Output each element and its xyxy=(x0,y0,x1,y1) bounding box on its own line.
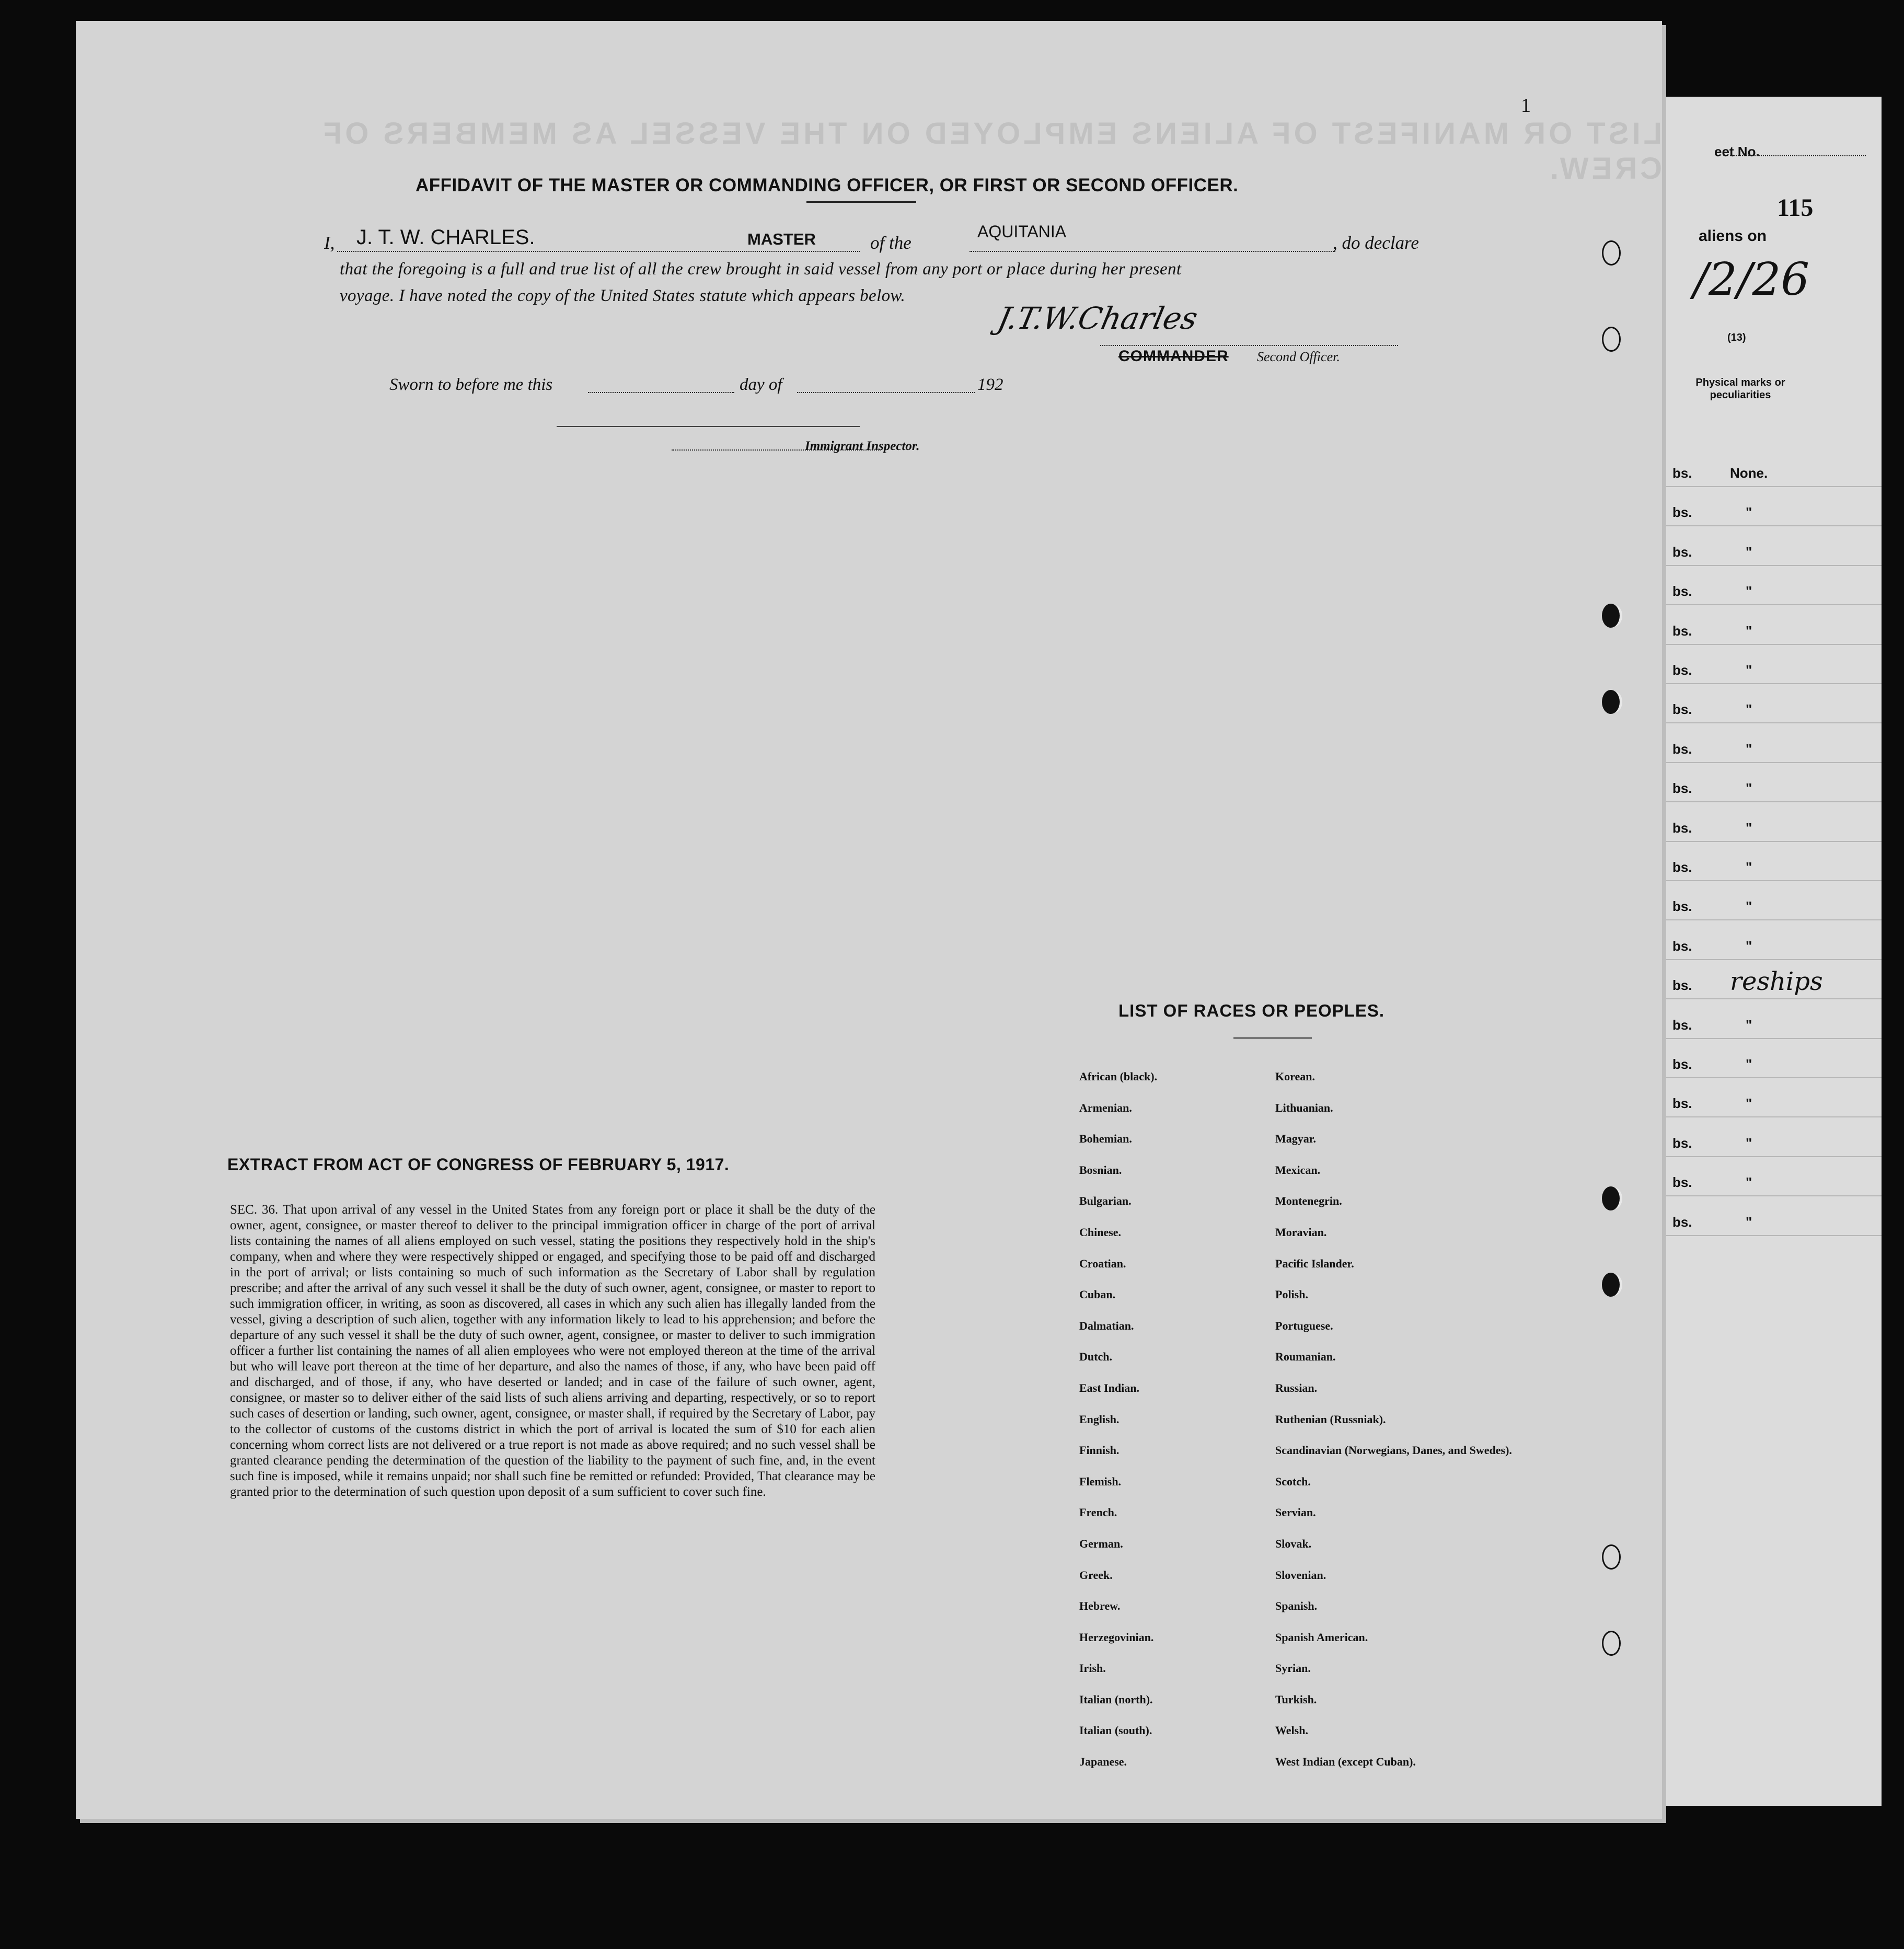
under-row-abbr: bs. xyxy=(1672,1174,1692,1191)
under-row-mark: " xyxy=(1746,820,1752,836)
under-row-mark: " xyxy=(1746,780,1752,797)
race-entry: Bulgarian. xyxy=(1079,1194,1132,1208)
i-label: I, xyxy=(324,233,335,253)
race-entry: Roumanian. xyxy=(1275,1350,1336,1364)
under-row-mark: None. xyxy=(1730,465,1768,481)
rank: MASTER xyxy=(747,230,816,248)
signature-line xyxy=(1100,345,1398,346)
under-row-abbr: bs. xyxy=(1672,622,1692,639)
race-entry: Turkish. xyxy=(1275,1692,1317,1706)
under-row-abbr: bs. xyxy=(1672,938,1692,954)
binder-hole xyxy=(1602,327,1621,352)
race-entry: Russian. xyxy=(1275,1381,1318,1394)
under-row-mark: " xyxy=(1746,1174,1752,1191)
race-entry: Lithuanian. xyxy=(1275,1101,1333,1114)
officer-suffix: Second Officer. xyxy=(1257,349,1340,364)
under-aliens-on: aliens on xyxy=(1699,227,1767,245)
race-entry: Korean. xyxy=(1275,1070,1315,1083)
sworn-month-line xyxy=(797,392,975,393)
race-entry: Scandinavian (Norwegians, Danes, and Swedes). xyxy=(1275,1444,1512,1457)
race-entry: Bohemian. xyxy=(1079,1132,1132,1146)
binder-hole xyxy=(1602,1631,1621,1656)
race-entry: Herzegovinian. xyxy=(1079,1630,1154,1644)
race-entry: West Indian (except Cuban). xyxy=(1275,1755,1416,1769)
under-row-abbr: bs. xyxy=(1672,820,1692,836)
under-row-mark: " xyxy=(1746,504,1752,521)
extract-title: EXTRACT FROM ACT OF CONGRESS OF FEBRUARY 5, 1917. xyxy=(227,1155,730,1174)
under-row-abbr: bs. xyxy=(1672,741,1692,757)
race-entry: Scotch. xyxy=(1275,1474,1311,1488)
under-column-divider xyxy=(1662,421,1664,1754)
sworn-day-line xyxy=(588,392,734,393)
under-row-abbr: bs. xyxy=(1672,977,1692,994)
declaration-line-1: that the foregoing is a full and true list of all the crew brought in said vessel from any port or place during her present xyxy=(340,260,1182,279)
race-entry: Finnish. xyxy=(1079,1444,1120,1457)
of-the: of the xyxy=(870,233,911,253)
race-entry: Bosnian. xyxy=(1079,1163,1122,1177)
binder-hole xyxy=(1602,1544,1621,1570)
race-entry: Pacific Islander. xyxy=(1275,1256,1354,1270)
under-column-header: Physical marks or peculiarities xyxy=(1695,377,1785,401)
under-page-number: 115 xyxy=(1777,194,1814,222)
under-header-line xyxy=(1730,155,1866,156)
inspector-line-top xyxy=(557,426,860,427)
under-row-mark: " xyxy=(1746,622,1752,639)
under-row-mark: " xyxy=(1746,938,1752,954)
under-row-mark: " xyxy=(1746,662,1752,678)
under-row-mark: " xyxy=(1746,1214,1752,1230)
race-entry: African (black). xyxy=(1079,1070,1158,1083)
race-entry: Italian (south). xyxy=(1079,1724,1152,1737)
under-row-abbr: bs. xyxy=(1672,1135,1692,1151)
race-entry: Croatian. xyxy=(1079,1256,1126,1270)
affidavit-title: AFFIDAVIT OF THE MASTER OR COMMANDING OFFICER, OR FIRST OR SECOND OFFICER. xyxy=(416,175,1239,195)
race-entry: French. xyxy=(1079,1506,1117,1519)
race-entry: Hebrew. xyxy=(1079,1599,1121,1613)
binder-hole xyxy=(1602,604,1620,628)
sworn-before: Sworn to before me this xyxy=(389,375,553,394)
commander-stamp: COMMANDER xyxy=(1118,348,1229,365)
under-handwritten-date: /2/26 xyxy=(1693,253,1810,306)
under-row-mark: " xyxy=(1746,859,1752,875)
immigrant-inspector: Immigrant Inspector. xyxy=(805,439,920,453)
races-title-underline xyxy=(1233,1037,1312,1039)
races-title: LIST OF RACES OR PEOPLES. xyxy=(1118,1001,1385,1020)
vessel-line xyxy=(970,251,1335,252)
race-entry: Syrian. xyxy=(1275,1662,1311,1675)
race-entry: Cuban. xyxy=(1079,1288,1116,1301)
race-entry: German. xyxy=(1079,1537,1123,1550)
race-entry: Welsh. xyxy=(1275,1724,1308,1737)
declaration-line-2: voyage. I have noted the copy of the United States statute which appears below. xyxy=(340,286,906,305)
under-row-mark: " xyxy=(1746,741,1752,757)
under-row-abbr: bs. xyxy=(1672,898,1692,915)
do-declare: , do declare xyxy=(1333,233,1419,253)
under-row-abbr: bs. xyxy=(1672,1056,1692,1072)
under-row-abbr: bs. xyxy=(1672,1017,1692,1033)
under-row-mark: " xyxy=(1746,1017,1752,1033)
under-row-abbr: bs. xyxy=(1672,859,1692,875)
vessel-name: AQUITANIA xyxy=(977,222,1067,241)
race-entry: Slovenian. xyxy=(1275,1568,1326,1582)
race-entry: Flemish. xyxy=(1079,1474,1122,1488)
under-row-abbr: bs. xyxy=(1672,662,1692,678)
day-of: day of xyxy=(740,375,782,394)
races-left-column xyxy=(1079,1069,1157,1785)
under-column-number: (13) xyxy=(1727,332,1746,343)
race-entry: Spanish. xyxy=(1275,1599,1318,1613)
under-row-abbr: bs. xyxy=(1672,1214,1692,1230)
race-entry: Greek. xyxy=(1079,1568,1113,1582)
under-row-mark: reships xyxy=(1730,967,1823,997)
under-row-mark: " xyxy=(1746,898,1752,915)
under-row-mark: " xyxy=(1746,1135,1752,1151)
race-entry: English. xyxy=(1079,1412,1120,1426)
binder-hole xyxy=(1602,1273,1620,1297)
statute-text: SEC. 36. That upon arrival of any vessel in the United States from any foreign port or place it shall be the duty of the owner, agent, consignee, or master thereof to deliver to the principal immigration officer in charge of the port of arrival lists containing the names of all aliens employed on such vessel, stating the positions they respectively hold in the ship's company, when and where they were respectively shipped or engaged, and specifying those to be paid off and discharged in the port of arrival; or lists containing so much of such information as the Secretary of Labor shall by regulation prescribe; and after the arrival of any such vessel it shall be the duty of such owner, agent, consignee, or master to report to such immigration officer, in writing, as soon as discovered, all cases in which any such alien has illegally landed from the vessel, giving a description of such alien, together with any information likely to lead to his apprehension; and before the departure of any such vessel it shall be the duty of such owner, agent, consignee, or master to deliver to such immigration officer a further list containing the names of all alien employees who were not employed thereon at the time of the arrival but who will leave port thereon at the time of her departure, and also the names of those, if any, who have been paid off and discharged, and of those, if any, who have deserted or landed; and in case of the failure of such owner, agent, consignee, or master so to deliver either of the said lists of such aliens arriving and departing, respectively, or so to report such cases of desertion or landing, such owner, agent, consignee, or master shall, if required by the Secretary of Labor, pay to the collector of customs of the customs district in which the port of arrival is located the sum of $10 for each alien concerning whom correct lists are not delivered or a true report is not made as above required; and no such vessel shall be granted clearance pending the determination of the question of the liability to the payment of such fine, and, in the event such fine is imposed, while it remains unpaid; nor shall such fine be remitted or refunded: Provided, That clearance may be granted prior to the determination of such question upon deposit of a sum sufficient to cover such fine. xyxy=(230,1203,875,1499)
race-entry: Dalmatian. xyxy=(1079,1319,1134,1332)
under-row-mark: " xyxy=(1746,1095,1752,1112)
under-row-abbr: bs. xyxy=(1672,504,1692,521)
under-row-mark: " xyxy=(1746,544,1752,560)
race-entry: Italian (north). xyxy=(1079,1692,1153,1706)
race-entry: Montenegrin. xyxy=(1275,1194,1342,1208)
year: 192 xyxy=(977,375,1003,394)
race-entry: East Indian. xyxy=(1079,1381,1139,1394)
under-header-fragment: eet No. xyxy=(1714,144,1760,159)
master-signature: J.T.W.Charles xyxy=(994,301,1201,336)
under-row-abbr: bs. xyxy=(1672,1095,1692,1112)
race-entry: Ruthenian (Russniak). xyxy=(1275,1412,1386,1426)
under-row-abbr: bs. xyxy=(1672,701,1692,718)
race-entry: Irish. xyxy=(1079,1662,1106,1675)
binder-hole xyxy=(1602,690,1620,714)
title-underline xyxy=(806,201,916,203)
race-entry: Mexican. xyxy=(1275,1163,1321,1177)
race-entry: Japanese. xyxy=(1079,1755,1127,1769)
bleed-through-title: LIST OR MANIFEST OF ALIENS EMPLOYED ON THE VESSEL AS MEMBERS OF CREW. xyxy=(320,117,1662,186)
race-entry: Magyar. xyxy=(1275,1132,1317,1146)
race-entry: Servian. xyxy=(1275,1506,1316,1519)
race-entry: Slovak. xyxy=(1275,1537,1312,1550)
under-row-abbr: bs. xyxy=(1672,780,1692,797)
race-entry: Spanish American. xyxy=(1275,1630,1368,1644)
under-row-abbr: bs. xyxy=(1672,583,1692,599)
under-row-mark: " xyxy=(1746,583,1752,599)
race-entry: Chinese. xyxy=(1079,1225,1122,1239)
race-entry: Polish. xyxy=(1275,1288,1308,1301)
under-row-abbr: bs. xyxy=(1672,544,1692,560)
page-mark: 1 xyxy=(1521,95,1531,117)
name-line xyxy=(337,251,860,252)
race-entry: Armenian. xyxy=(1079,1101,1132,1114)
under-row-abbr: bs. xyxy=(1672,465,1692,481)
under-row-mark: " xyxy=(1746,1056,1752,1072)
affidavit-page xyxy=(76,21,1662,1819)
race-entry: Dutch. xyxy=(1079,1350,1112,1364)
master-name: J. T. W. CHARLES. xyxy=(356,226,535,249)
binder-hole xyxy=(1602,1186,1620,1210)
binder-hole xyxy=(1602,240,1621,266)
races-right-column xyxy=(1275,1069,1512,1785)
under-row-mark: " xyxy=(1746,701,1752,718)
race-entry: Portuguese. xyxy=(1275,1319,1333,1332)
race-entry: Moravian. xyxy=(1275,1225,1327,1239)
